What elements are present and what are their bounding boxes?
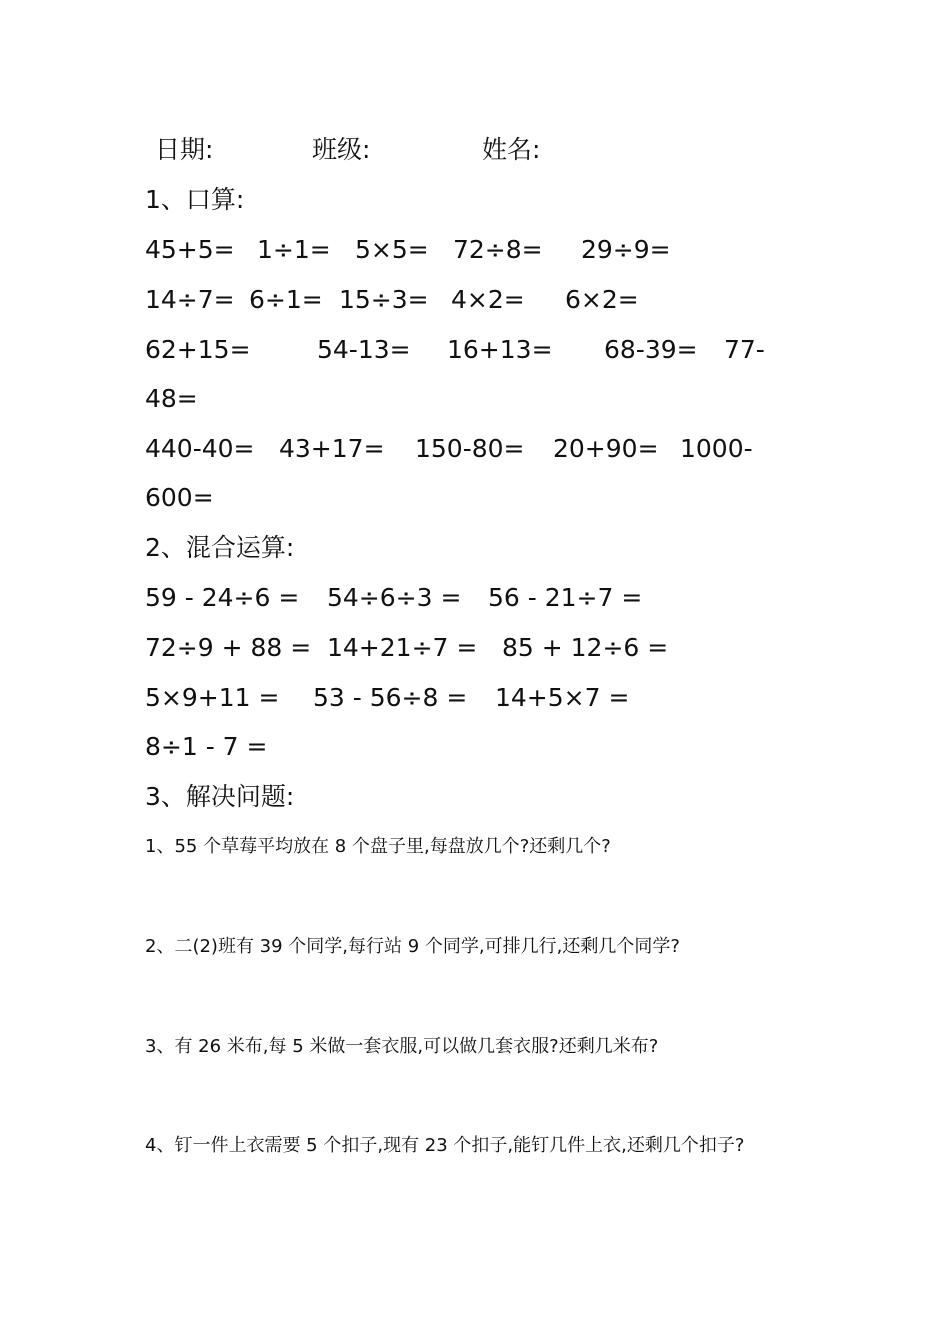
problem: 85 + 12÷6 = [502,633,669,662]
class-label: 班级: [312,135,371,164]
problem: 45+5= [145,235,235,264]
problem: 14÷7= [145,285,235,314]
problem: 54÷6÷3 = [327,583,462,612]
problem: 6×2= [565,285,639,314]
problem: 8÷1 - 7 = [145,732,268,761]
problem: 53 - 56÷8 = [313,683,468,712]
section-title: 1、口算: [145,185,245,214]
word-problem-text: 1、55 个草莓平均放在 8 个盘子里,每盘放几个?还剩几个? [145,836,611,857]
problem: 1000- [680,434,753,463]
problem: 43+17= [279,434,385,463]
problem: 15÷3= [339,285,429,314]
problem: 14+21÷7 = [327,633,478,662]
problem: 6÷1= [249,285,323,314]
problem: 5×5= [355,235,429,264]
problem: 150-80= [415,434,525,463]
section-title: 2、混合运算: [145,533,295,562]
problem: 16+13= [447,335,553,364]
problem: 14+5×7 = [495,683,630,712]
problem: 29÷9= [581,235,671,264]
problem: 1÷1= [257,235,331,264]
problem: 72÷8= [453,235,543,264]
problem: 5×9+11 = [145,683,280,712]
problem: 48= [145,384,198,413]
word-problem-text: 4、钉一件上衣需要 5 个扣子,现有 23 个扣子,能钉几件上衣,还剩几个扣子? [145,1135,745,1156]
word-problem-text: 3、有 26 米布,每 5 米做一套衣服,可以做几套衣服?还剩几米布? [145,1036,659,1057]
problem: 68-39= [604,335,698,364]
name-label: 姓名: [482,135,541,164]
problem: 59 - 24÷6 = [145,583,300,612]
problem: 4×2= [451,285,525,314]
problem: 72÷9 + 88 = [145,633,312,662]
problem: 600= [145,483,214,512]
problem: 77- [724,335,765,364]
problem: 440-40= [145,434,255,463]
problem: 20+90= [553,434,659,463]
date-label: 日期: [155,135,214,164]
word-problem-text: 2、二(2)班有 39 个同学,每行站 9 个同学,可排几行,还剩几个同学? [145,936,680,957]
problem: 56 - 21÷7 = [488,583,643,612]
problem: 54-13= [317,335,411,364]
section-title: 3、解决问题: [145,782,295,811]
problem: 62+15= [145,335,251,364]
